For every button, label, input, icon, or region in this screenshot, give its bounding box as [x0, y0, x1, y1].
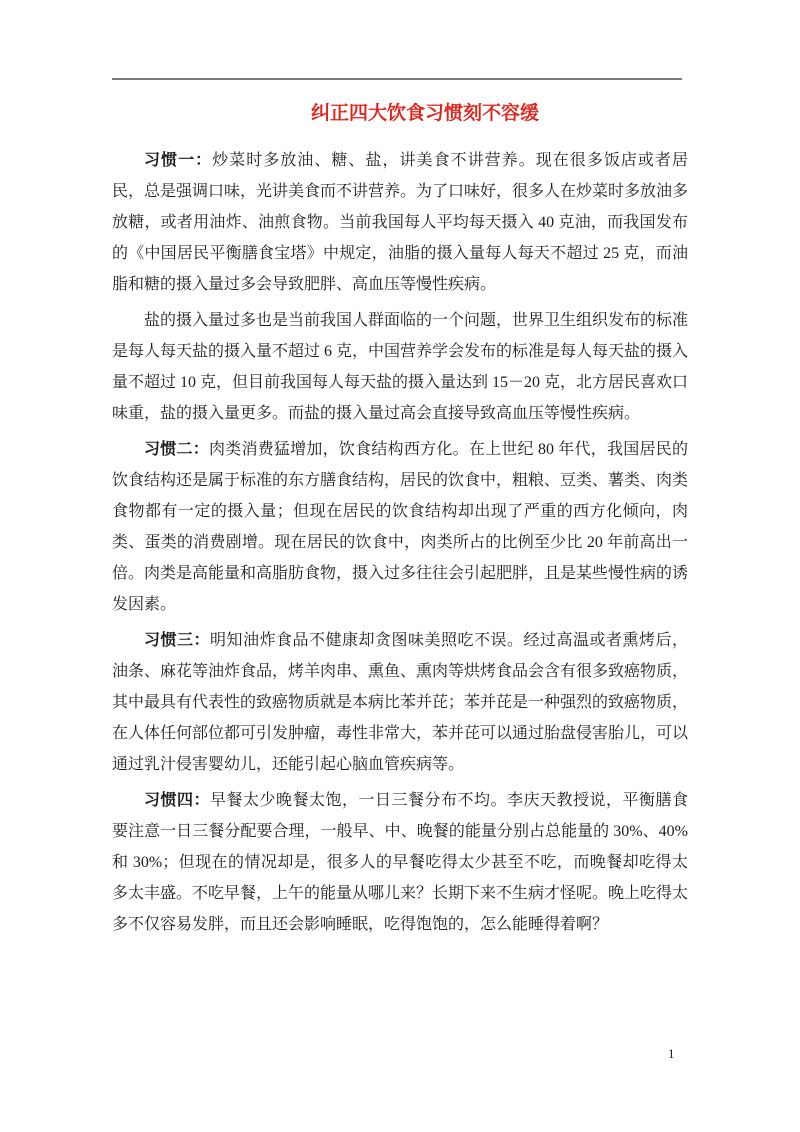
paragraph-lead-habit-1: 习惯一： — [144, 152, 213, 169]
page-number: 1 — [668, 1046, 675, 1061]
paragraph-text-habit-1: 炒菜时多放油、糖、盐，讲美食不讲营养。现在很多饭店或者居民，总是强调口味，光讲美食而不讲营养。为了口味好，很多人在炒菜时多放油多放糖，或者用油炸、油煎食物。当前我国每人平均每天摄入 40 克油，而我国发布的《中国居民平衡膳食宝塔》中规定，油脂的摄入量每人每天不超过 25 克，而油脂和糖的摄入量过多会导致肥胖、高血压等慢性疾病。 — [112, 152, 689, 293]
paragraph-habit-1 — [112, 145, 688, 300]
paragraph-habit-3 — [112, 625, 688, 780]
document-body — [112, 145, 688, 945]
paragraph-lead-habit-2: 习惯二： — [144, 441, 209, 458]
paragraph-text-habit-3: 明知油炸食品不健康却贪图味美照吃不误。经过高温或者熏烤后，油条、麻花等油炸食品，烤羊肉串、熏鱼、熏肉等烘烤食品会含有很多致癌物质，其中最具有代表性的致癌物质就是本病比苯并芘；苯并芘是一种强烈的致癌物质，在人体任何部位都可引发肿瘤，毒性非常大，苯并芘可以通过胎盘侵害胎儿，可以通过乳汁侵害婴幼儿，还能引起心脑血管疾病等。 — [112, 632, 689, 773]
document-title: 纠正四大饮食习惯刻不容缓 — [310, 103, 539, 124]
paragraph-text-habit-2: 肉类消费猛增加，饮食结构西方化。在上世纪 80 年代，我国居民的饮食结构还是属于标准的东方膳食结构，居民的饮食中，粗粮、豆类、薯类、肉类食物都有一定的摄入量；但现在居民的饮食结构却出现了严重的西方化倾向，肉类、蛋类的消费剧增。现在居民的饮食中，肉类所占的比例至少比 20 年前高出一倍。肉类是高能量和高脂肪食物，摄入过多往往会引起肥胖，且是某些慢性病的诱发因素。 — [112, 441, 689, 613]
paragraph-salt-intake — [112, 305, 688, 429]
paragraph-lead-habit-4: 习惯四： — [144, 792, 210, 809]
paragraph-habit-4 — [112, 785, 688, 940]
paragraph-lead-habit-3: 习惯三： — [144, 632, 210, 649]
header-divider — [112, 78, 682, 80]
paragraph-text-salt-intake: 盐的摄入量过多也是当前我国人群面临的一个问题，世界卫生组织发布的标准是每人每天盐的摄入量不超过 6 克，中国营养学会发布的标准是每人每天盐的摄入量不超过 10 克，但目前我国每人每天盐的摄入量达到 15－20 克，北方居民喜欢口味重，盐的摄入量更多。而盐的摄入量过高会直接导致高血压等慢性疾病。 — [112, 312, 689, 422]
paragraph-habit-2 — [112, 434, 688, 620]
paragraph-text-habit-4: 早餐太少晚餐太饱，一日三餐分布不均。李庆天教授说，平衡膳食要注意一日三餐分配要合理，一般早、中、晚餐的能量分别占总能量的 30%、40%和 30%；但现在的情况却是，很多人的早餐吃得太少甚至不吃，而晚餐却吃得太多太丰盛。不吃早餐，上午的能量从哪儿来？长期下来不生病才怪呢。晚上吃得太多不仅容易发胖，而且还会影响睡眠，吃得饱饱的，怎么能睡得着啊？ — [112, 792, 689, 933]
